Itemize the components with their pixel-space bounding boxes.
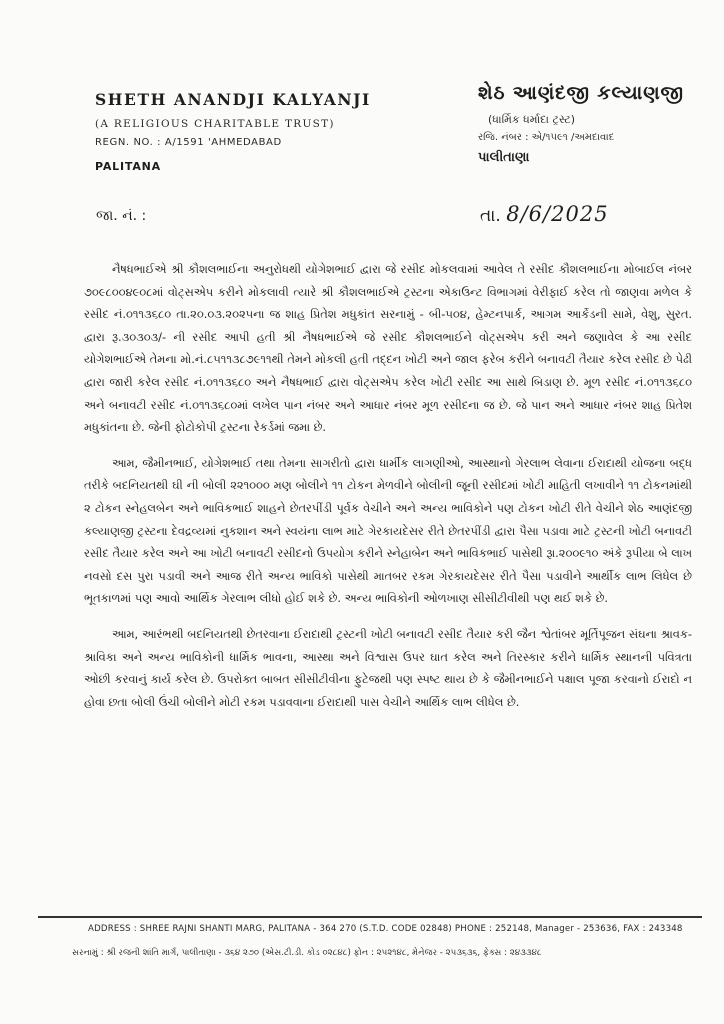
footer-address-english: ADDRESS : SHREE RAJNI SHANTI MARG, PALITANA - 364 270 (S.T.D. CODE 02848) PHONE : 252148, Manager - 253636, FAX : 243348 <box>88 924 683 934</box>
trust-name-gujarati: શેઠ આણંદજી કલ્યાણજી <box>478 82 684 104</box>
registration-number-gujarati: રજિ. નંબર : એ/૧૫૯૧ /અમદાવાદ <box>478 132 615 143</box>
reference-number-label: જા. નં. : <box>96 208 147 224</box>
footer-divider <box>38 916 702 918</box>
date-line <box>480 202 609 226</box>
trust-subtitle-gujarati: (ધાર્મિક ધર્માદા ટ્રસ્ટ) <box>488 113 576 126</box>
body-paragraph-3: આમ, આરંભથી બદનિયતથી છેતરવાના ઈરાદાથી ટ્રસ્ટની ખોટી બનાવટી રસીદ તૈયાર કરી જૈન શ્વેતાંબર મૂર્તિપૂજન સંઘના શ્રાવક-શ્રાવિકા અને અન્ય ભાવિકોની ધાર્મિક ભાવના, આસ્થા અને વિશ્વાસ ઉપર ઘાત કરેલ અને તિરસ્કાર કરીને ધાર્મિક સ્થાનની પવિત્રતા ઓછી કરવાનું કાર્ય કરેલ છે. ઉપરોક્ત બાબત સીસીટીવીના ફુટેજથી પણ સ્પષ્ટ થાય છે કે જૈમીનભાઈને પક્ષાલ પૂજા કરવાનો ઈરાદો ન હોવા છતા બોલી ઉંચી બોલીને મોટી રકમ પડાવવાના ઈરાદાથી પાસ વેચીને આર્થિક લાભ લીધેલ છે. <box>84 626 692 709</box>
handwritten-date: 8/6/2025 <box>506 202 609 226</box>
date-label: તા. <box>480 206 501 226</box>
body-paragraph-1: નૈષધભાઈએ શ્રી કૌશલભાઈના અનુરોધથી યોગેશભાઈ દ્વારા જે રસીદ મોકલવામાં આવેલ તે રસીદ કૌશલભાઈના મોબાઈલ નંબર ૭૦૯૮૦૦૪૯૦૮માં વોટ્સએપ કરીને મોકલાવી ત્યારે શ્રી કૌશલભાઈએ ટ્રસ્ટના એકાઉન્ટ વિભાગમાં વેરીફાઈ કરેલ તો જાણવા મળેલ કે રસીદ નં.૦૧૧૩૬૮૦ તા.૨૦.૦૩.૨૦૨૫ના જ શાહ પ્રિતેશ મધુકાંત સરનામું - બી-૫૦૪, હેમ્ટનપાર્ક, આગમ આર્કેડની સામે, વેશુ, સુરત. દ્વારા રૂ.૩૦૩૦૩/- ની રસીદ આપી હતી શ્રી નૈષધભાઈએ જે રસીદ કૌશલભાઈને વોટ્સએપ કરી અને જણાવેલ કે આ રસીદ યોગેશભાઈએ તેમના મો.નં.૮૫૧૧૩૮૭૯૧૧થી તેમને મોકલી હતી તદ્દન ખોટી અને જાલ ફરેબ કરીને બનાવટી તૈયાર કરેલ રસીદ છે પેઢી દ્વારા જારી કરેલ રસીદ નં.૦૧૧૩૬૮૦ અને નૈષધભાઈ દ્વારા વોટ્સએપ કરેલ ખોટી રસીદ આ સાથે બિડાણ છે. મૂળ રસીદ નં.૦૧૧૩૬૮૦ અને બનાવટી રસીદ નં.૦૧૧૩૬૮૦માં લખેલ પાન નંબર અને આધાર નંબર મૂળ રસીદના જ છે. જે પાન અને આધાર નંબર શાહ પ્રિતેશ મધુકાંતના છે. જેની ફોટોકોપી ટ્રસ્ટના રેકર્ડમાં જમા છે. <box>84 262 692 435</box>
place-english: PALITANA <box>95 160 161 173</box>
letterhead-gujarati <box>478 82 708 165</box>
letter-body <box>84 258 692 713</box>
letterhead-english <box>95 90 395 173</box>
body-paragraph-2: આમ, જૈમીનભાઈ, યોગેશભાઈ તથા તેમના સાગરીતો દ્વારા ધાર્મીક લાગણીઓ, આસ્થાનો ગેરલાભ લેવાના ઈરાદાથી યોજના બદ્ધ તરીકે બદનિયતથી ઘી ની બોલી ૨૨૧૦૦૦ મણ બોલીને ૧૧ ટોકન મેળવીને બોલીની જૂની રસીદમાં ખોટી માહિતી લખાવીને ૧૧ ટોકનમાંથી ૨ ટોકન સ્નેહલબેન અને ભાવિકભાઈ શાહને છેતરપીંડી પૂર્વક વેચીને અને અન્ય ભાવિકોને પણ ટોકન ખોટી રીતે વેચીને શેઠ આણંદજી કલ્યાણજી ટ્રસ્ટના દેવદ્રવ્યમાં નુકશાન અને સ્વયંના લાભ માટે ગેરકાયદેસર રીતે છેતરપીંડી દ્વારા પૈસા પડાવા માટે ટ્રસ્ટની ખોટી બનાવટી રસીદ તૈયાર કરેલ અને આ ખોટી બનાવટી રસીદનો ઉપયોગ કરીને સ્નેહાબેન અને ભાવિકભાઈ પાસેથી રૂા.૨૦૦૯૧૦ અંકે રૂપીયા બે લાખ નવસો દસ પુરા પડાવી અને આજ રીતે અન્ય ભાવિકો પાસેથી માતબર રકમ ગેરકાયદેસર રીતે પૈસા પડાવીને આર્થીક લાભ લિધેલ છે ભૂતકાળમાં પણ આવો આર્થિક ગેરલાભ લીધો હોઈ શકે છે. અન્ય ભાવિકોની ઓળખાણ સીસીટીવીથી પણ થઈ શકે છે. <box>84 455 692 606</box>
trust-name-english: SHETH ANANDJI KALYANJI <box>95 90 371 109</box>
trust-subtitle-english: (A RELIGIOUS CHARITABLE TRUST) <box>95 118 335 130</box>
registration-number-english: REGN. NO. : A/1591 'AHMEDABAD <box>95 137 282 148</box>
place-gujarati: પાલીતાણા <box>478 150 530 165</box>
footer-address-gujarati: સરનામું : શ્રી રજની શાંતિ માર્ગ, પાલીતાણા - ૩૬૪ ૨૭૦ (એસ.ટી.ડી. કોડ ૦૨૮૪૮) ફોન : ૨૫૨૧૪૮, મેનેજર - ૨૫૩૬૩૬, ફેક્સ : ૨૪૩૩૪૮ <box>72 948 542 958</box>
